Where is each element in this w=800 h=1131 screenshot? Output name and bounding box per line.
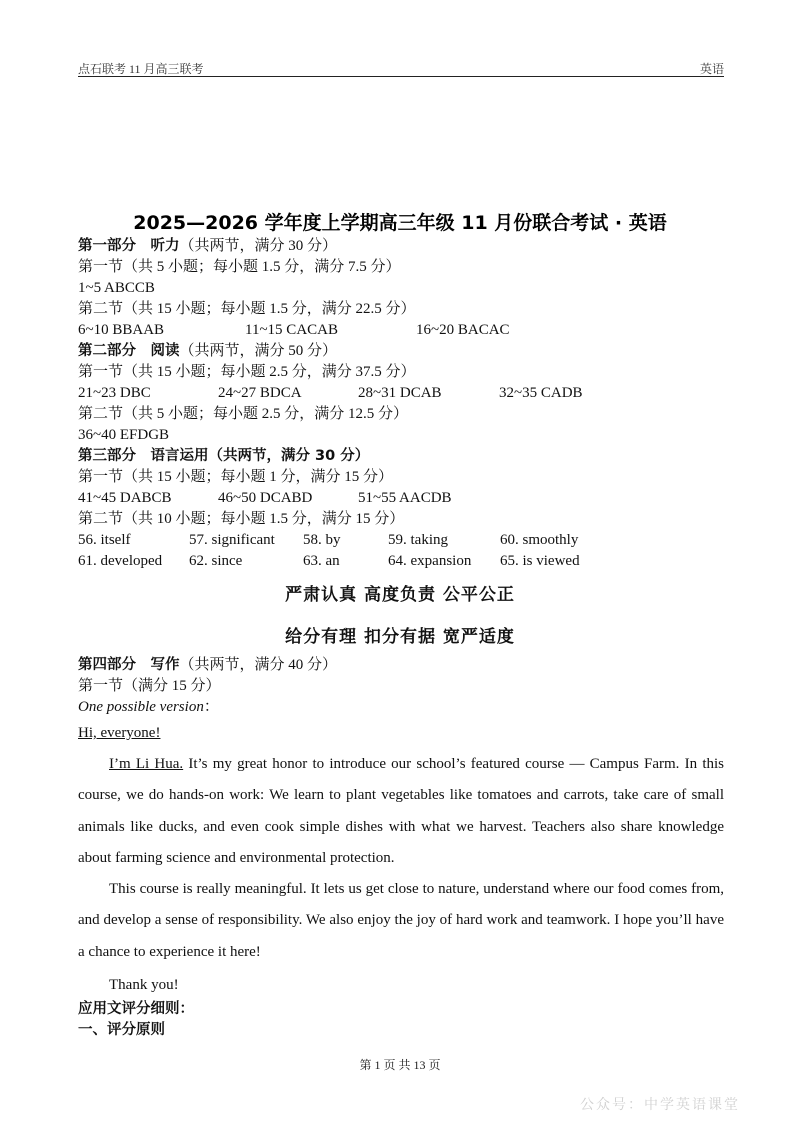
essay-paragraph-2 [78, 874, 724, 968]
essay-paragraph-1 [78, 749, 724, 874]
part1-meta: （共两节，满分 30 分） [179, 238, 338, 254]
page-number: 第 1 页 共 13 页 [359, 1058, 441, 1072]
rules-title: 应用文评分细则： [78, 1001, 194, 1017]
grading-slogan: 严肃认真 高度负责 公平公正 [285, 585, 515, 605]
header-subject: 英语 [699, 62, 724, 76]
possible-version-colon: ： [203, 699, 219, 715]
answer-cell: 32~35 CADB [499, 385, 583, 401]
part1-heading: 第一部分 听力 [78, 238, 180, 254]
possible-version-label [78, 697, 219, 717]
answer-cell: 21~23 DBC [78, 385, 151, 401]
answer-cell: 64. expansion [388, 553, 472, 569]
watermark: 公众号：中学英语课堂 [580, 1097, 740, 1113]
grading-slogan: 给分有理 扣分有据 宽严适度 [285, 627, 515, 647]
header-exam-name: 点石联考 11 月高三联考 [78, 62, 204, 76]
part2-title [78, 341, 337, 361]
answer-cell: 60. smoothly [500, 532, 579, 548]
part2-section1: 第一节（共 15 小题；每小题 2.5 分，满分 37.5 分） [78, 364, 416, 380]
answer-cell: 59. taking [388, 532, 448, 548]
answer-cell: 11~15 CACAB [245, 322, 338, 338]
answer-cell: 16~20 BACAC [416, 322, 510, 338]
essay-closing: Thank you! [109, 977, 179, 993]
part2-section2: 第二节（共 5 小题；每小题 2.5 分，满分 12.5 分） [78, 406, 409, 422]
essay-name: I’m Li Hua. [109, 756, 184, 772]
answer-cell: 41~45 DABCB [78, 490, 172, 506]
part3-section2: 第二节（共 10 小题；每小题 1.5 分，满分 15 分） [78, 511, 405, 527]
part4-heading: 第四部分 写作 [78, 657, 180, 673]
part1-section1: 第一节（共 5 小题；每小题 1.5 分，满分 7.5 分） [78, 259, 401, 275]
document-title: 2025—2026 学年度上学期高三年级 11 月份联合考试 · 英语 [133, 212, 667, 234]
answer-cell: 24~27 BDCA [218, 385, 302, 401]
essay-paragraph-2-text: This course is really meaningful. It lets us get close to nature, understand where our food comes from, and develop a sense of responsibility. We also enjoy the joy of hard work and teamwork. I hope you’ll have a chance to experience it here! [78, 881, 724, 960]
answer-cell: 28~31 DCAB [358, 385, 442, 401]
answer-cell: 58. by [303, 532, 341, 548]
part4-section1: 第一节（满分 15 分） [78, 678, 221, 694]
possible-version-text: One possible version [78, 699, 204, 715]
answer-cell: 57. significant [189, 532, 275, 548]
page-header [78, 58, 724, 77]
part3-section1: 第一节（共 15 小题；每小题 1 分，满分 15 分） [78, 469, 394, 485]
part1-title [78, 236, 337, 256]
rules-subtitle: 一、评分原则 [78, 1022, 165, 1038]
part4-meta: （共两节，满分 40 分） [179, 657, 338, 673]
part1-answers1: 1~5 ABCCB [78, 280, 155, 296]
answer-cell: 65. is viewed [500, 553, 580, 569]
part3-heading: 第三部分 语言运用（共两节，满分 30 分） [78, 448, 370, 464]
answer-cell: 56. itself [78, 532, 131, 548]
answer-cell: 46~50 DCABD [218, 490, 313, 506]
part2-answers2: 36~40 EFDGB [78, 427, 170, 443]
essay-paragraph-1-text: It’s my great honor to introduce our school’s featured course — Campus Farm. In this course, we do hands-on work: We learn to plant vegetables like tomatoes and carrots, take care of small animals like ducks, and even cook simple dishes with what we harvest. Teachers also share knowledge about farming science and environmental protection. [78, 756, 724, 866]
part4-title [78, 655, 337, 675]
answer-cell: 62. since [189, 553, 243, 569]
essay-greeting: Hi, everyone! [78, 725, 161, 741]
part2-heading: 第二部分 阅读 [78, 343, 180, 359]
answer-cell: 61. developed [78, 553, 163, 569]
answer-cell: 51~55 AACDB [358, 490, 452, 506]
answer-cell: 6~10 BBAAB [78, 322, 165, 338]
part2-meta: （共两节，满分 50 分） [179, 343, 338, 359]
answer-cell: 63. an [303, 553, 340, 569]
part1-section2: 第二节（共 15 小题；每小题 1.5 分，满分 22.5 分） [78, 301, 416, 317]
